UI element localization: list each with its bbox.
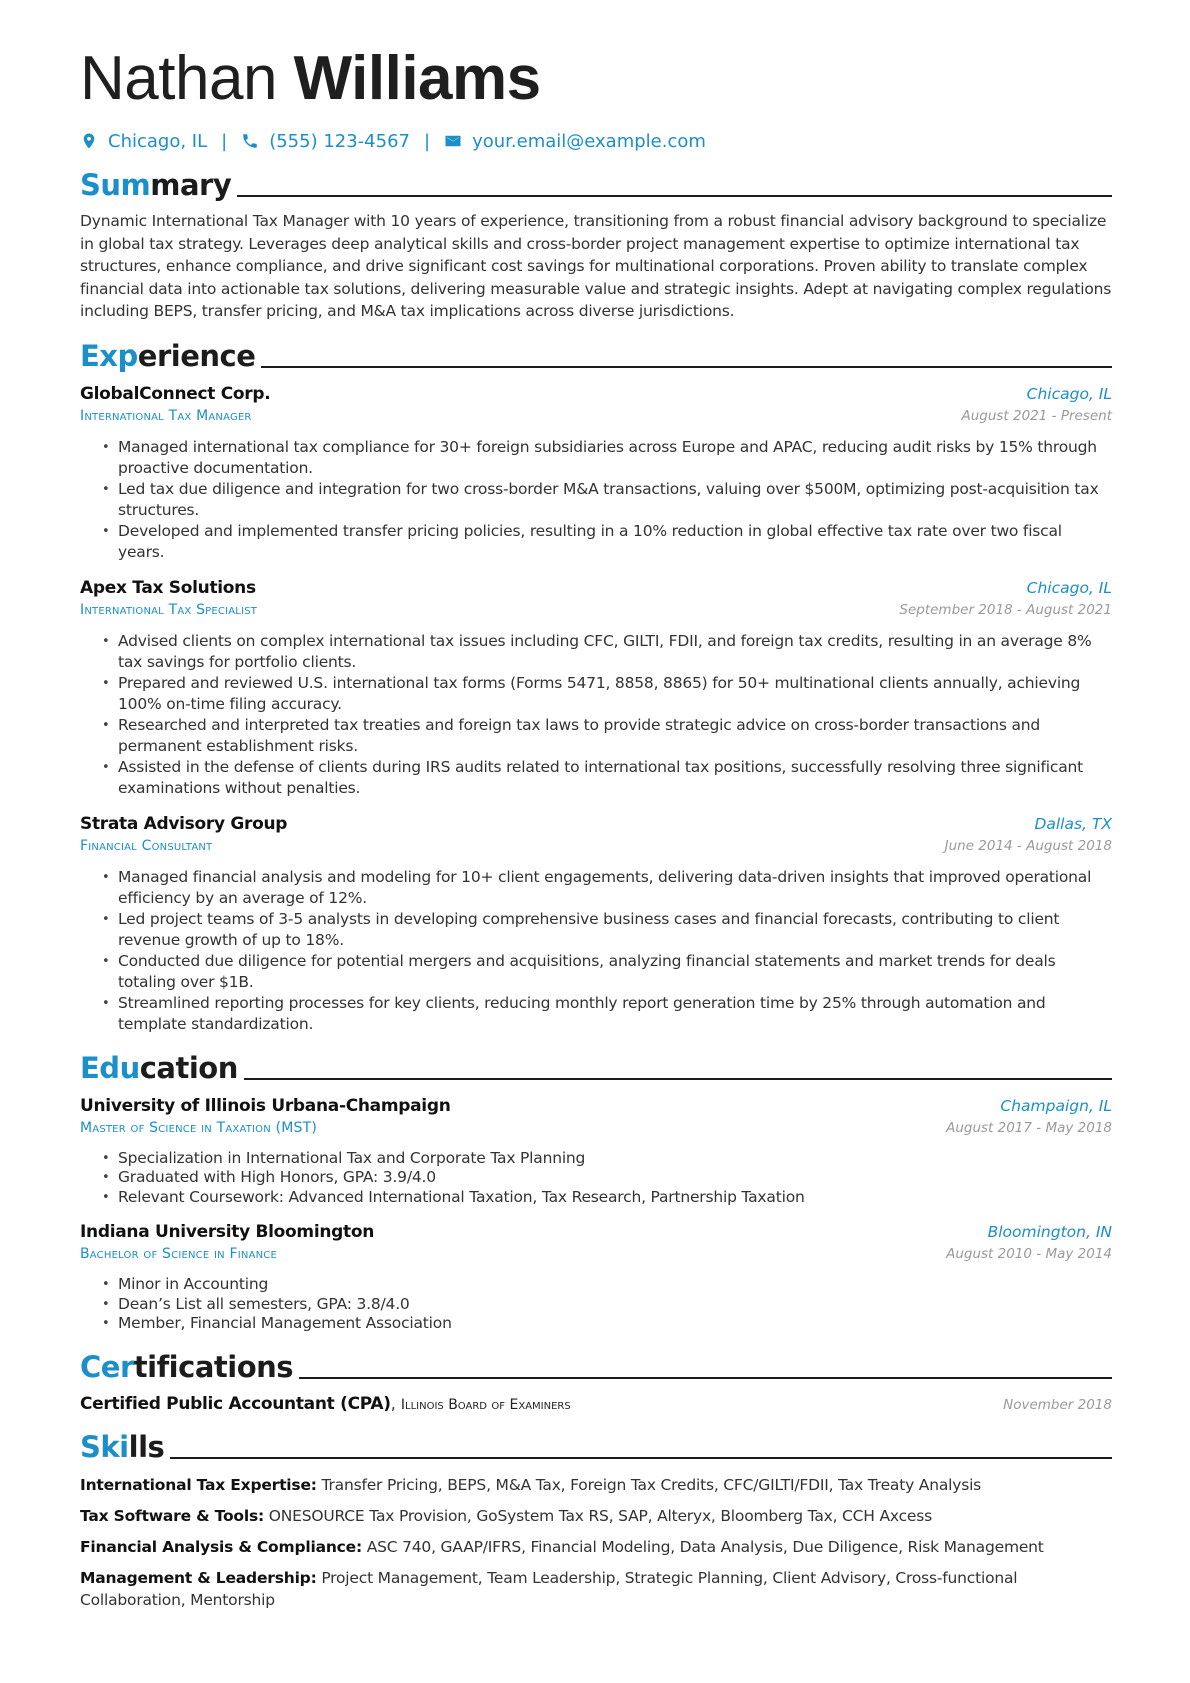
bullet-item: • Dean’s List all semesters, GPA: 3.8/4.0: [80, 1295, 1112, 1315]
bullet-item: • Advised clients on complex international tax issues including CFC, GILTI, FDII, and foreign tax credits, resulting in an average 8% tax savings for portfolio clients.: [80, 631, 1112, 673]
organization-name: Apex Tax Solutions: [80, 577, 256, 598]
certification-item: [80, 1394, 1112, 1414]
section-divider: [244, 1078, 1112, 1080]
entry-subheader-row: [80, 599, 1112, 621]
section-title-summary: Summary: [80, 168, 232, 202]
contact-separator: |: [424, 130, 431, 152]
entry-location: Champaign, IL: [1000, 1096, 1112, 1115]
section-title-experience: Experience: [80, 338, 256, 373]
bullet-item: • Minor in Accounting: [80, 1275, 1112, 1295]
experience-list: [80, 383, 1112, 1035]
entry-role: Financial Consultant: [80, 837, 213, 854]
phone-text: (555) 123-4567: [269, 130, 410, 152]
skill-items: Project Management, Team Leadership, Strategic Planning, Client Advisory, Cross-functional Collaboration, Mentorship: [80, 1568, 1018, 1609]
last-name: Williams: [293, 44, 541, 113]
bullet-list: [80, 1275, 1112, 1334]
entry-location: Chicago, IL: [1026, 384, 1112, 403]
certification-date: November 2018: [1003, 1396, 1112, 1413]
skill-category: Tax Software & Tools:: [80, 1506, 264, 1525]
map-pin-icon: [80, 132, 98, 150]
entry-subheader-row: [80, 405, 1112, 427]
experience-section-header: [80, 335, 1112, 373]
envelope-icon: [444, 132, 462, 150]
entry-role: International Tax Specialist: [80, 601, 258, 618]
bullet-item: • Conducted due diligence for potential mergers and acquisitions, analyzing financial statements and market trends for deals totaling over $1B.: [80, 951, 1112, 993]
bullet-item: • Streamlined reporting processes for key clients, reducing monthly report generation time by 25% through automation and template standardization.: [80, 993, 1112, 1035]
entry-header-row: [80, 577, 1112, 599]
entry-header-row: [80, 1095, 1112, 1117]
education-list: [80, 1095, 1112, 1334]
email-link[interactable]: your.email@example.com: [472, 130, 706, 152]
skill-items: ONESOURCE Tax Provision, GoSystem Tax RS, SAP, Alteryx, Bloomberg Tax, CCH Axcess: [268, 1506, 932, 1525]
contact-phone[interactable]: [241, 131, 410, 152]
section-title-certifications: Certifications: [80, 1349, 294, 1384]
entry-header-row: [80, 383, 1112, 405]
bullet-item: • Member, Financial Management Association: [80, 1314, 1112, 1334]
section-divider: [237, 195, 1112, 197]
entry-subheader-row: [80, 835, 1112, 857]
entry-dates: August 2010 - May 2014: [946, 1246, 1112, 1262]
bullet-list: [80, 437, 1112, 563]
location-text: Chicago, IL: [108, 130, 208, 152]
contact-bar: [80, 128, 1112, 154]
bullet-item: • Graduated with High Honors, GPA: 3.9/4.0: [80, 1168, 1112, 1188]
education-entry: [80, 1095, 1112, 1208]
skill-category: Management & Leadership:: [80, 1568, 317, 1587]
certifications-section-header: [80, 1346, 1112, 1384]
education-section-header: [80, 1047, 1112, 1085]
organization-name: Strata Advisory Group: [80, 813, 288, 834]
bullet-item: • Assisted in the defense of clients during IRS audits related to international tax positions, successfully resolving three significant examinations without penalties.: [80, 757, 1112, 799]
entry-dates: September 2018 - August 2021: [899, 601, 1112, 618]
experience-entry: [80, 813, 1112, 1035]
bullet-item: • Led project teams of 3-5 analysts in developing comprehensive business cases and financial forecasts, contributing to client revenue growth of up to 18%.: [80, 909, 1112, 951]
summary-text: Dynamic International Tax Manager with 10 years of experience, transitioning from a robust financial advisory background to specialize in global tax strategy. Leverages deep analytical skills and cross-border project management expertise to optimize international tax structures, enhance compliance, and drive significant cost savings for multinational corporations. Proven ability to translate complex financial data into actionable tax solutions, delivering measurable value and strategic insights. Adept at navigating complex regulations including BEPS, transfer pricing, and M&A tax implications across diverse jurisdictions.: [80, 212, 1112, 320]
entry-location: Chicago, IL: [1026, 578, 1112, 597]
skills-list: [80, 1474, 1112, 1612]
entry-role: Master of Science in Taxation (MST): [80, 1119, 318, 1136]
bullet-list: [80, 631, 1112, 799]
bullet-item: • Prepared and reviewed U.S. international tax forms (Forms 5471, 8858, 8865) for 50+ multinational clients annually, achieving 100% on-time filing accuracy.: [80, 673, 1112, 715]
summary-section-header: [80, 164, 1112, 202]
section-divider: [261, 366, 1112, 368]
experience-entry: [80, 383, 1112, 563]
bullet-item: • Managed international tax compliance for 30+ foreign subsidiaries across Europe and APAC, reducing audit risks by 15% through proactive documentation.: [80, 437, 1112, 479]
contact-email[interactable]: [444, 131, 706, 152]
entry-role: Bachelor of Science in Finance: [80, 1246, 277, 1262]
entry-role: International Tax Manager: [80, 407, 252, 424]
section-title-education: Education: [80, 1050, 238, 1085]
entry-location: Dallas, TX: [1034, 814, 1112, 833]
bullet-item: • Led tax due diligence and integration for two cross-border M&A transactions, valuing over $500M, optimizing post-acquisition tax structures.: [80, 479, 1112, 521]
skill-line: [80, 1474, 1112, 1497]
organization-name: University of Illinois Urbana-Champaign: [80, 1095, 451, 1116]
entry-dates: August 2021 - Present: [961, 407, 1112, 424]
bullet-item: • Developed and implemented transfer pricing policies, resulting in a 10% reduction in global effective tax rate over two fiscal years.: [80, 521, 1112, 563]
skill-items: ASC 740, GAAP/IFRS, Financial Modeling, Data Analysis, Due Diligence, Risk Management: [366, 1537, 1044, 1556]
bullet-item: • Specialization in International Tax and Corporate Tax Planning: [80, 1149, 1112, 1169]
education-entry: [80, 1221, 1112, 1334]
first-name: Nathan: [80, 44, 277, 113]
section-divider: [299, 1377, 1112, 1379]
bullet-list: [80, 1149, 1112, 1208]
skill-line: [80, 1536, 1112, 1559]
entry-subheader-row: [80, 1243, 1112, 1265]
entry-location: Bloomington, IN: [987, 1223, 1112, 1241]
certification-name: Certified Public Accountant (CPA): [80, 1393, 391, 1414]
organization-name: GlobalConnect Corp.: [80, 383, 271, 404]
skill-items: Transfer Pricing, BEPS, M&A Tax, Foreign Tax Credits, CFC/GILTI/FDII, Tax Treaty Analysis: [321, 1475, 982, 1494]
skill-category: International Tax Expertise:: [80, 1475, 317, 1494]
certification-issuer: Illinois Board of Examiners: [400, 1396, 571, 1413]
skill-line: [80, 1505, 1112, 1528]
contact-separator: |: [221, 130, 228, 152]
certification-comma: ,: [390, 1393, 396, 1413]
phone-icon: [241, 132, 259, 150]
entry-dates: June 2014 - August 2018: [944, 837, 1112, 854]
contact-location: [80, 131, 207, 152]
bullet-item: • Researched and interpreted tax treaties and foreign tax laws to provide strategic advice on cross-border transactions and permanent establishment risks.: [80, 715, 1112, 757]
section-divider: [170, 1457, 1112, 1459]
section-title-skills: Skills: [80, 1429, 165, 1464]
candidate-name: [80, 44, 1112, 114]
entry-subheader-row: [80, 1117, 1112, 1139]
skills-section-header: [80, 1426, 1112, 1464]
experience-entry: [80, 577, 1112, 799]
entry-header-row: [80, 1221, 1112, 1243]
entry-header-row: [80, 813, 1112, 835]
bullet-list: [80, 867, 1112, 1035]
bullet-item: • Managed financial analysis and modeling for 10+ client engagements, delivering data-driven insights that improved operational efficiency by an average of 12%.: [80, 867, 1112, 909]
skill-line: [80, 1567, 1112, 1612]
entry-dates: August 2017 - May 2018: [946, 1119, 1112, 1136]
organization-name: Indiana University Bloomington: [80, 1222, 375, 1242]
bullet-item: • Relevant Coursework: Advanced International Taxation, Tax Research, Partnership Taxation: [80, 1188, 1112, 1208]
certification-title: [80, 1394, 571, 1414]
skill-category: Financial Analysis & Compliance:: [80, 1537, 362, 1556]
